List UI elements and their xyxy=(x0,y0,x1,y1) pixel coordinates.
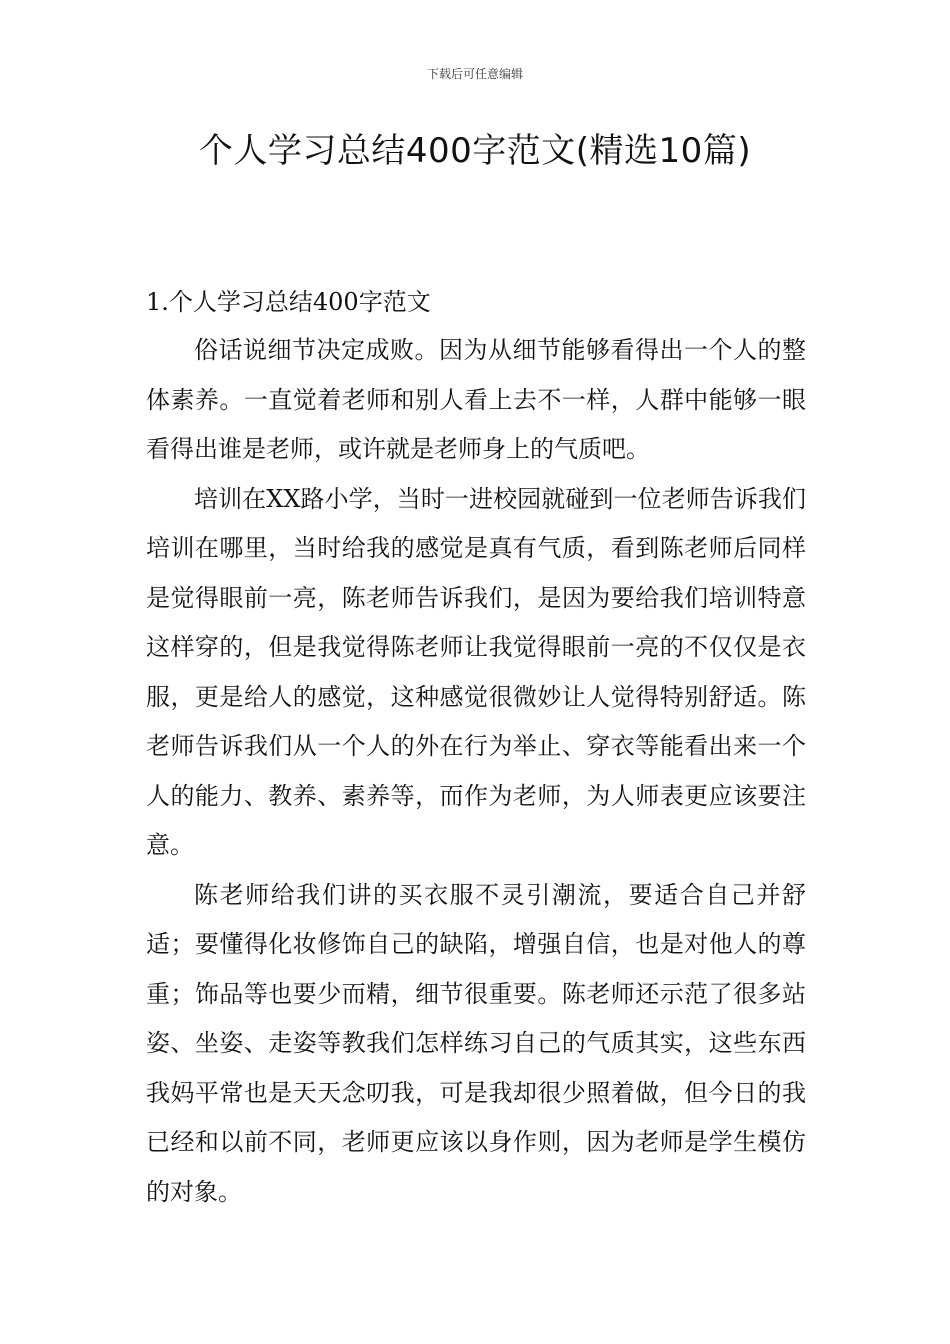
document-title: 个人学习总结400字范文(精选10篇) xyxy=(198,131,752,171)
header-note: 下载后可任意编辑 xyxy=(426,67,523,81)
section-heading: 1.个人学习总结400字范文 xyxy=(146,288,431,316)
paragraph-3: 陈老师给我们讲的买衣服不灵引潮流，要适合自己并舒适；要懂得化妆修饰自己的缺陷，增强自信，也是对他人的尊重；饰品等也要少而精，细节很重要。陈老师还示范了很多站姿、坐姿、走姿等教我们怎样练习自己的气质其实，这些东西我妈平常也是天天念叨我，可是我却很少照着做，但今日的我已经和以前不同，老师更应该以身作则，因为老师是学生模仿的对象。 xyxy=(146,880,806,1206)
document-body xyxy=(146,278,806,1217)
paragraph-2: 培训在XX路小学，当时一进校园就碰到一位老师告诉我们培训在哪里，当时给我的感觉是真有气质，看到陈老师后同样是觉得眼前一亮，陈老师告诉我们，是因为要给我们培训特意这样穿的，但是我觉得陈老师让我觉得眼前一亮的不仅仅是衣服，更是给人的感觉，这种感觉很微妙让人觉得特别舒适。陈老师告诉我们从一个人的外在行为举止、穿衣等能看出来一个人的能力、教养、素养等，而作为老师，为人师表更应该要注意。 xyxy=(146,484,806,859)
paragraph-1: 俗话说细节决定成败。因为从细节能够看得出一个人的整体素养。一直觉着老师和别人看上去不一样，人群中能够一眼看得出谁是老师，或许就是老师身上的气质吧。 xyxy=(146,336,806,463)
